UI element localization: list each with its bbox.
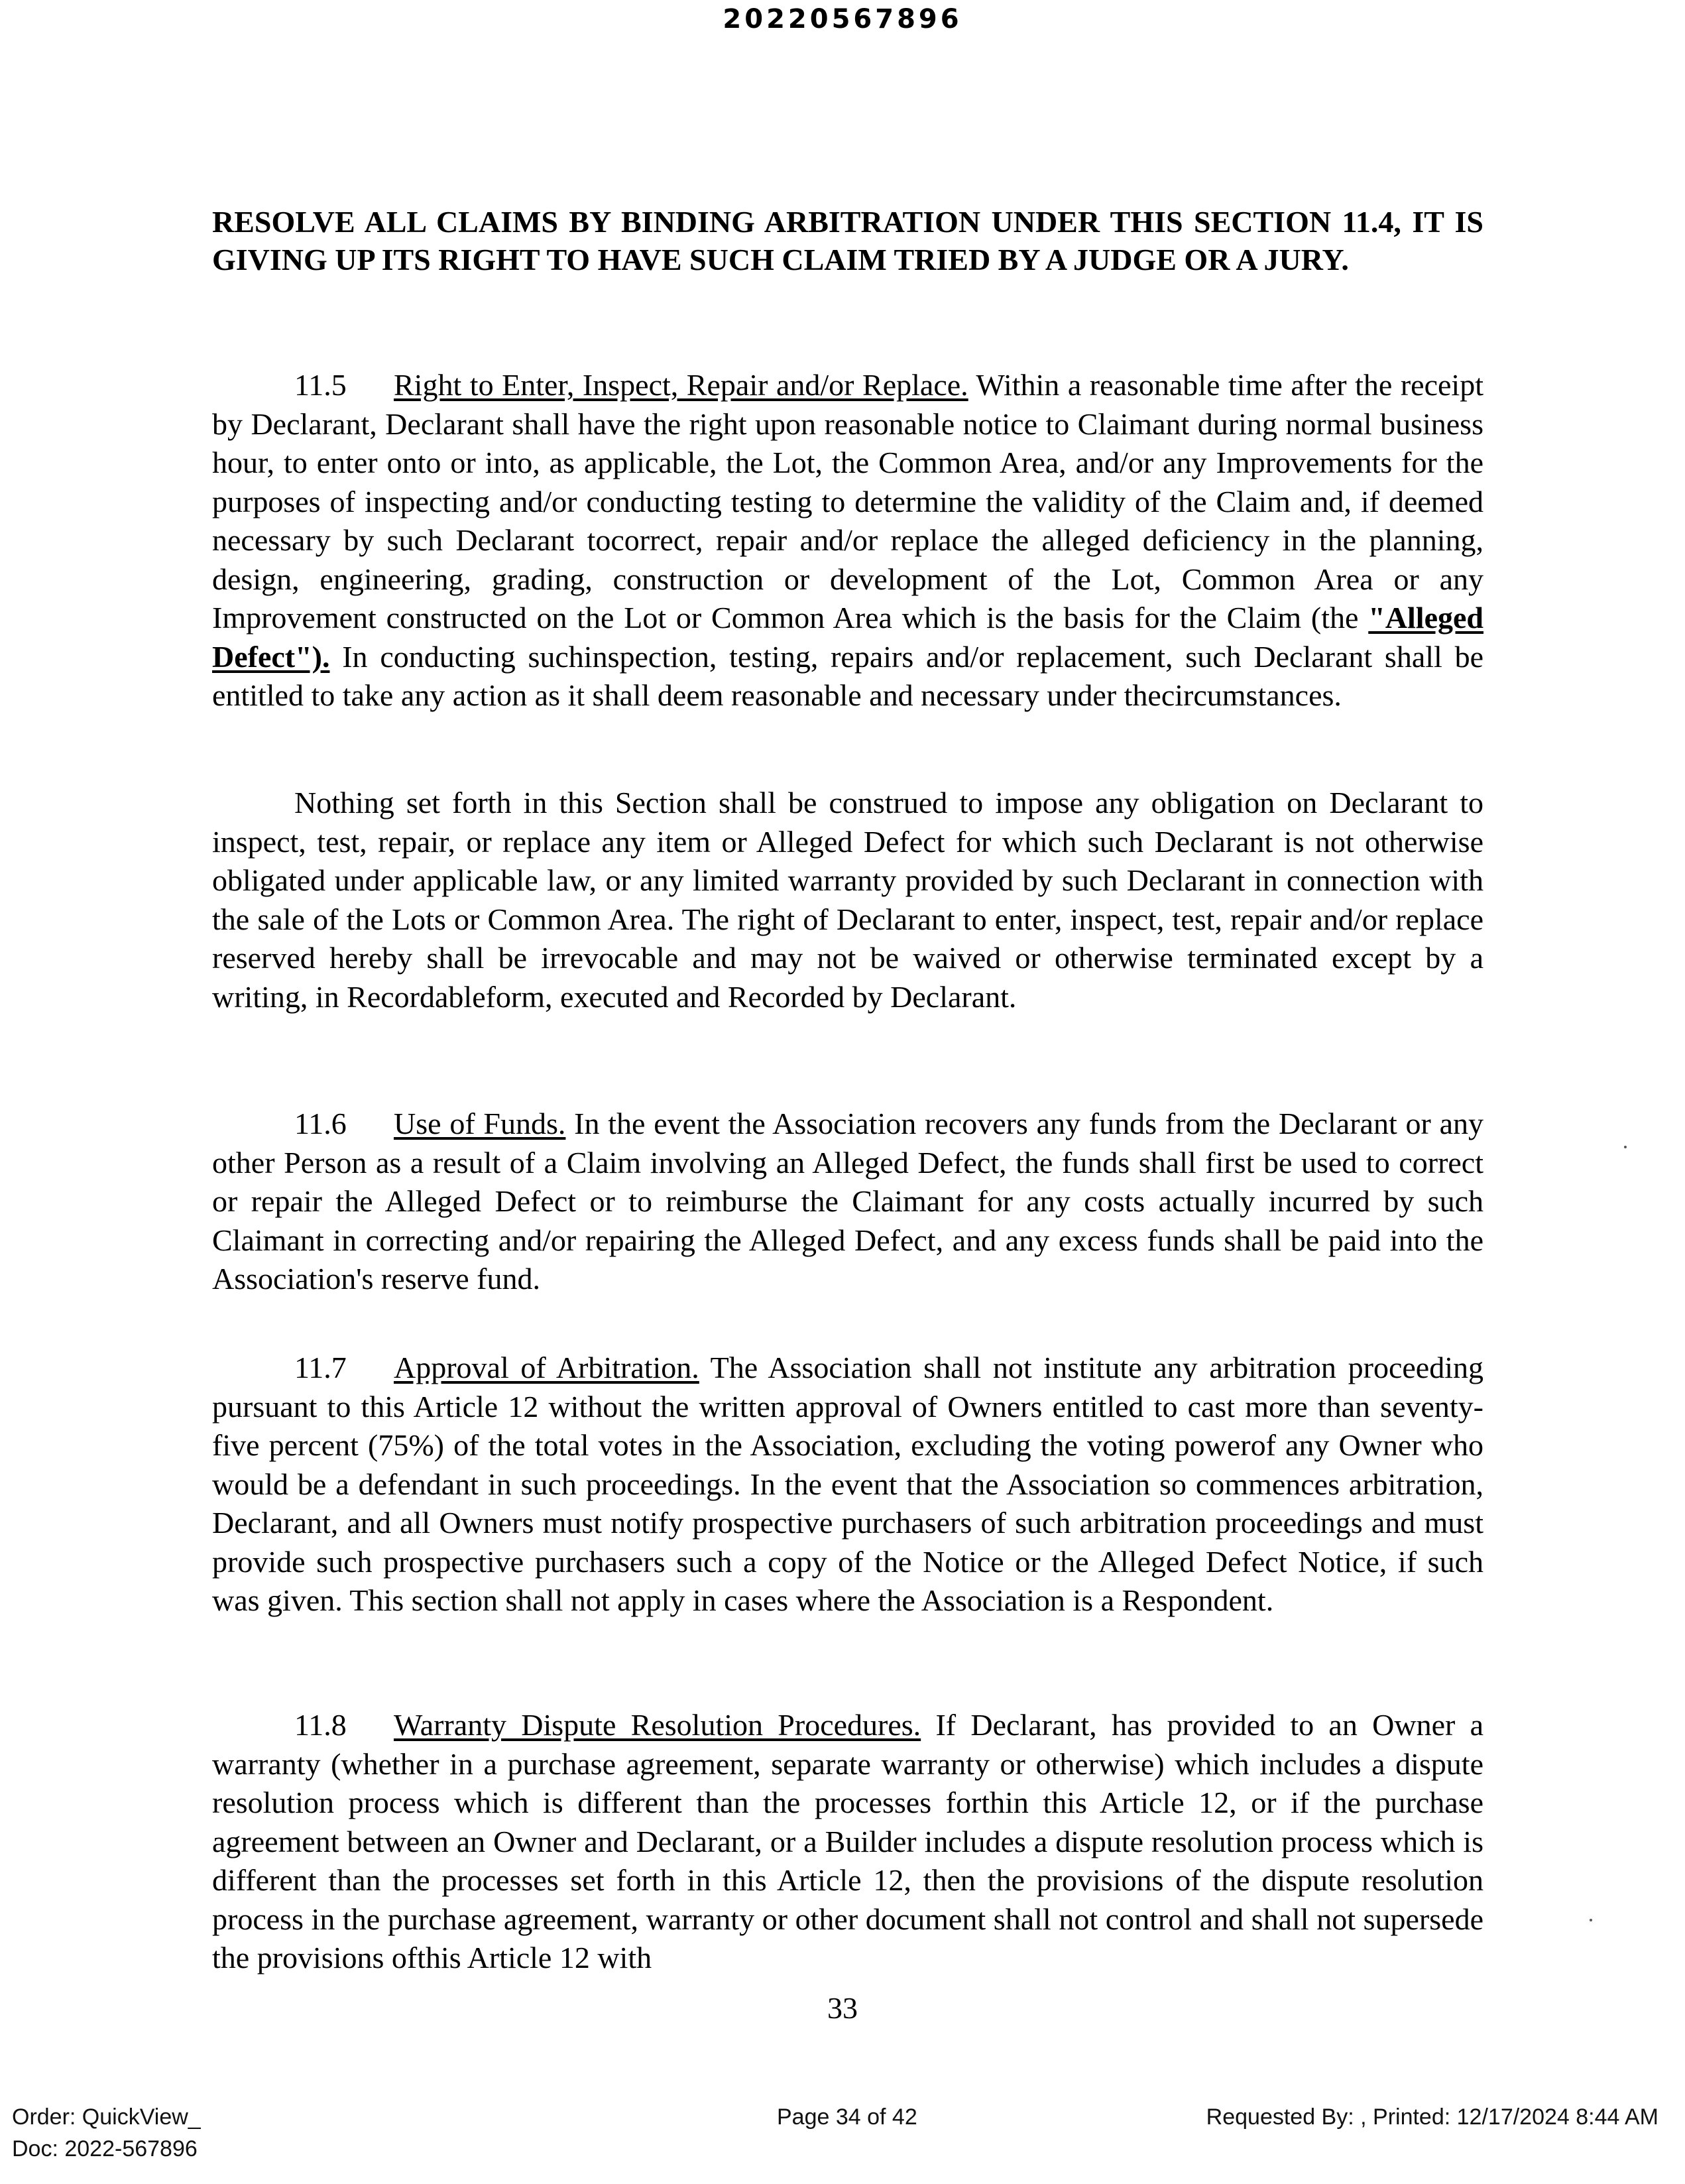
- footer-page: Page 34 of 42: [777, 2104, 917, 2130]
- arbitration-warning-heading: RESOLVE ALL CLAIMS BY BINDING ARBITRATION UNDER THIS SECTION 11.4, IT IS GIVING UP ITS RIGHT TO HAVE SUCH CLAIM TRIED BY A JUDGE OR A JURY.: [212, 205, 1483, 276]
- page-number: 33: [827, 1991, 858, 2025]
- section-number: 11.7: [294, 1351, 347, 1384]
- section-11-6: [212, 1105, 1483, 1299]
- footer-doc: Doc: 2022-567896: [12, 2136, 198, 2161]
- scan-speck: [1590, 1919, 1592, 1921]
- section-11-7: [212, 1349, 1483, 1620]
- section-text: Within a reasonable time after the receipt by Declarant, Declarant shall have the right upon reasonable notice to Claimant during normal business hour, to enter onto or into, as applicable, the Lot, the Common Area, and/or any Improvements for the purposes of inspecting and/or conducting testing to determine the validity of the Claim and, if deemed necessary by such Declarant tocorrect, repair and/or replace the alleged deficiency in the planning, design, engineering, grading, construction or development of the Lot, Common Area or any Improvement constructed on the Lot or Common Area which is the basis for the Claim (the: [212, 368, 1483, 635]
- section-title: Approval of Arbitration.: [394, 1351, 699, 1384]
- section-number: 11.8: [294, 1708, 347, 1742]
- section-11-5: [212, 366, 1483, 715]
- recording-number: 20220567896: [723, 4, 962, 34]
- section-title: Warranty Dispute Resolution Procedures.: [394, 1708, 921, 1742]
- footer-requested-printed: Requested By: , Printed: 12/17/2024 8:44 AM: [1206, 2104, 1658, 2130]
- footer-order: Order: QuickView_: [12, 2104, 201, 2130]
- nothing-set-forth-paragraph: [212, 784, 1483, 1016]
- section-number: 11.6: [294, 1107, 347, 1140]
- section-11-8: [212, 1706, 1483, 1978]
- section-text: The Association shall not institute any arbitration proceeding pursuant to this Article 12 without the written approval of Owners entitled to cast more than seventy-five percent (75%) of the total votes in the Association, excluding the voting powerof any Owner who would be a defendant in such proceedings. In the event that the Association so commences arbitration, Declarant, and all Owners must notify prospective purchasers of such arbitration proceedings and must provide such prospective purchasers such a copy of the Notice or the Alleged Defect Notice, if such was given. This section shall not apply in cases where the Association is a Respondent.: [212, 1351, 1483, 1617]
- section-text-continued: In conducting suchinspection, testing, repairs and/or replacement, such Declarant shall be entitled to take any action as it shall deem reasonable and necessary under thecircumstances.: [212, 639, 1483, 712]
- defined-term: "Alleged Defect").: [212, 601, 1483, 674]
- paragraph-text: Nothing set forth in this Section shall be construed to impose any obligation on Declarant to inspect, test, repair, or replace any item or Alleged Defect for which such Declarant is not otherwise obligated under applicable law, or any limited warranty provided by such Declarant in connection with the sale of the Lots or Common Area. The right of Declarant to enter, inspect, test, repair and/or replace reserved hereby shall be irrevocable and may not be waived or otherwise terminated except by a writing, in Recordableform, executed and Recorded by Declarant.: [212, 786, 1483, 1014]
- section-title: Right to Enter, Inspect, Repair and/or Replace.: [394, 368, 968, 402]
- section-text: If Declarant, has provided to an Owner a warranty (whether in a purchase agreement, separate warranty or otherwise) which includes a dispute resolution process which is different than the processes forthin this Article 12, or if the purchase agreement between an Owner and Declarant, or a Builder includes a dispute resolution process which is different than the processes set forth in this Article 12, then the provisions of the dispute resolution process in the purchase agreement, warranty or other document shall not control and shall not supersede the provisions ofthis Article 12 with: [212, 1708, 1484, 1974]
- scan-speck: [1624, 1146, 1627, 1148]
- section-text: In the event the Association recovers any funds from the Declarant or any other Person as a result of a Claim involving an Alleged Defect, the funds shall first be used to correct or repair the Alleged Defect or to reimburse the Claimant for any costs actually incurred by such Claimant in correcting and/or repairing the Alleged Defect, and any excess funds shall be paid into the Association's reserve fund.: [212, 1107, 1484, 1296]
- section-number: 11.5: [294, 368, 347, 402]
- section-title: Use of Funds.: [394, 1107, 566, 1140]
